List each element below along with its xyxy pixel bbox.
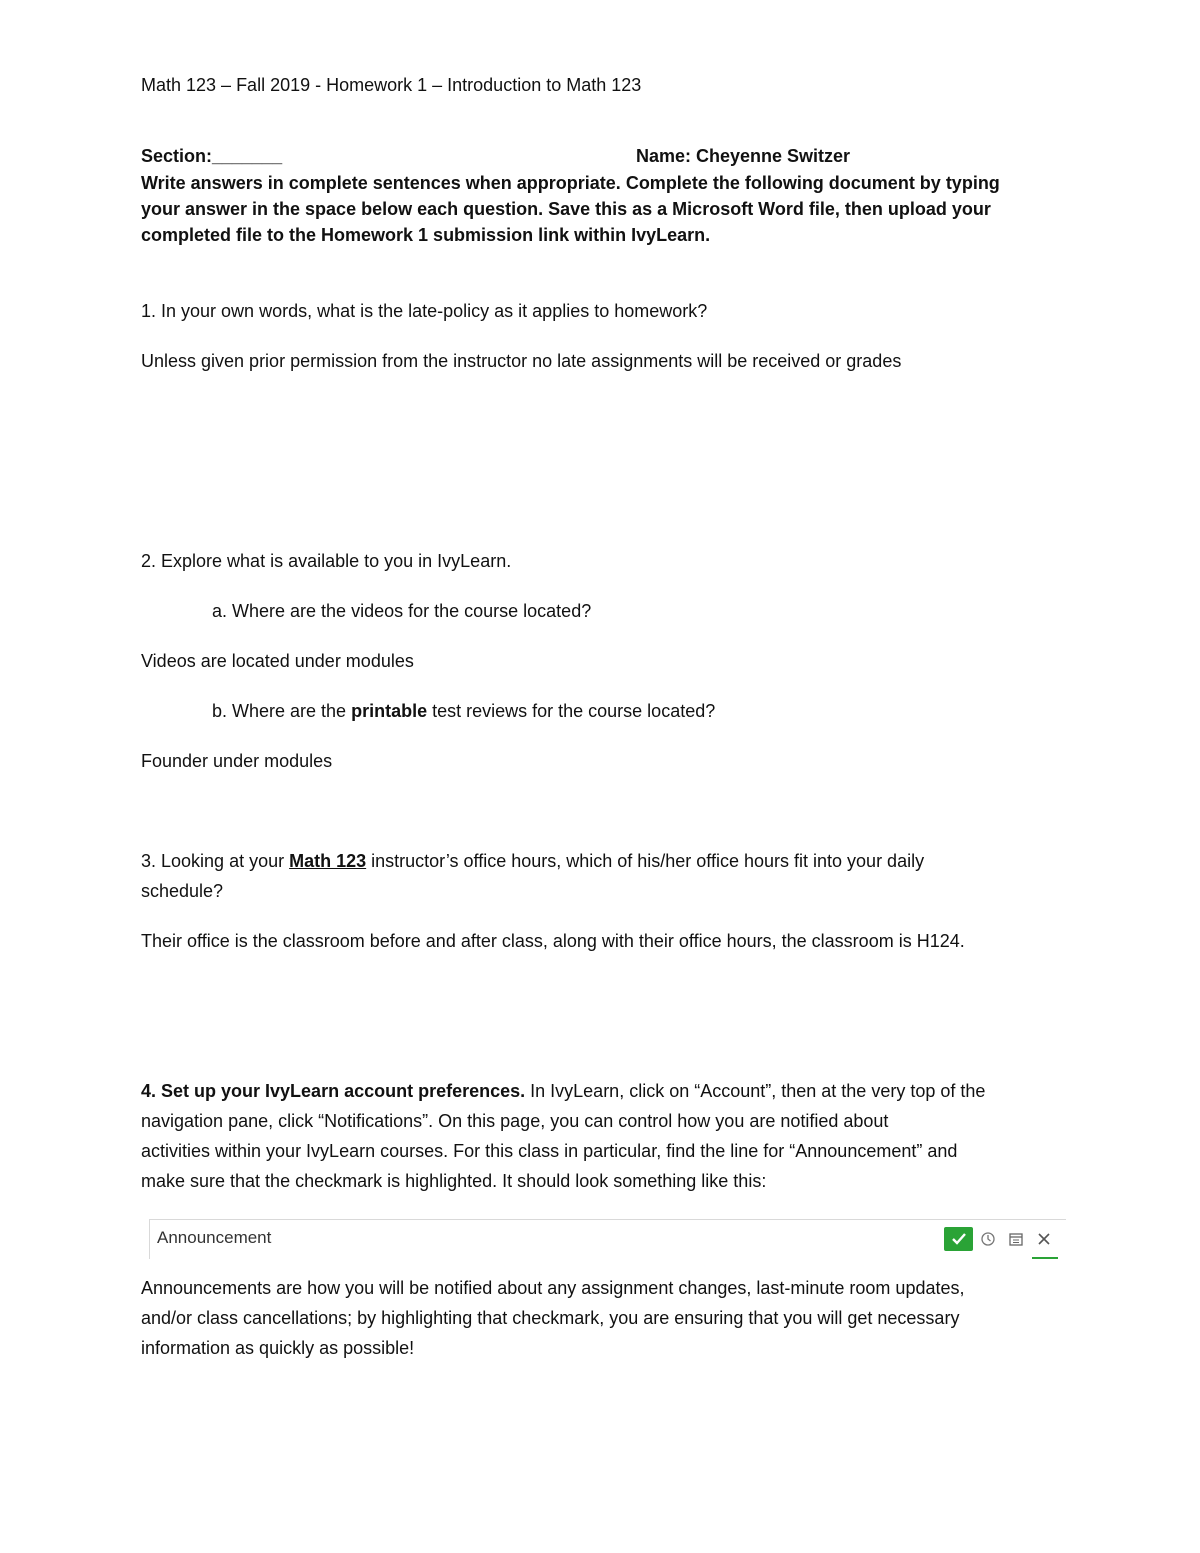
question-4-line-2: navigation pane, click “Notifications”. On this page, you can control how you are notified about [141,1111,889,1131]
instructions-line-1: Write answers in complete sentences when appropriate. Complete the following document by typing [141,173,1000,193]
question-4: 4. Set up your IvyLearn account preferences. In IvyLearn, click on “Account”, then at the very top of the [141,1081,986,1101]
answer-2a: Videos are located under modules [141,651,414,671]
page-title: Math 123 – Fall 2019 - Homework 1 – Introduction to Math 123 [141,75,642,95]
question-1: 1. In your own words, what is the late-policy as it applies to homework? [141,301,708,321]
answer-2b: Founder under modules [141,751,333,771]
notification-label: Announcement [157,1228,272,1247]
instructions-line-3: completed file to the Homework 1 submission link within IvyLearn. [141,225,711,245]
instructions-line-2: your answer in the space below each question. Save this as a Microsoft Word file, then upload your [141,199,991,219]
answer-1: Unless given prior permission from the instructor no late assignments will be received or grades [141,351,902,371]
question-2: 2. Explore what is available to you in IvyLearn. [141,551,512,571]
question-3: 3. Looking at your Math 123 instructor’s office hours, which of his/her office hours fit into your daily [141,851,925,871]
close-icon[interactable] [1030,1227,1058,1251]
answer-4-line-2: and/or class cancellations; by highlighting that checkmark, you are ensuring that you will get necessary [141,1308,960,1328]
section-label: Section:_______ [141,146,283,166]
question-3-line-2: schedule? [141,881,224,901]
selection-underline [1032,1257,1058,1259]
calendar-icon[interactable] [1002,1227,1030,1251]
clock-icon[interactable] [974,1227,1002,1251]
check-icon[interactable] [944,1227,973,1251]
answer-4-line-3: information as quickly as possible! [141,1338,415,1358]
notification-setting-row [149,1219,1066,1259]
question-4-line-4: make sure that the checkmark is highlighted. It should look something like this: [141,1171,767,1191]
question-2a: a. Where are the videos for the course located? [212,601,592,621]
student-name: Name: Cheyenne Switzer [636,146,851,166]
question-4-line-3: activities within your IvyLearn courses. For this class in particular, find the line for “Announcement” and [141,1141,958,1161]
answer-4-line-1: Announcements are how you will be notified about any assignment changes, last-minute room updates, [141,1278,965,1298]
answer-3: Their office is the classroom before and after class, along with their office hours, the classroom is H124. [141,931,965,951]
question-2b: b. Where are the printable test reviews for the course located? [212,701,716,721]
